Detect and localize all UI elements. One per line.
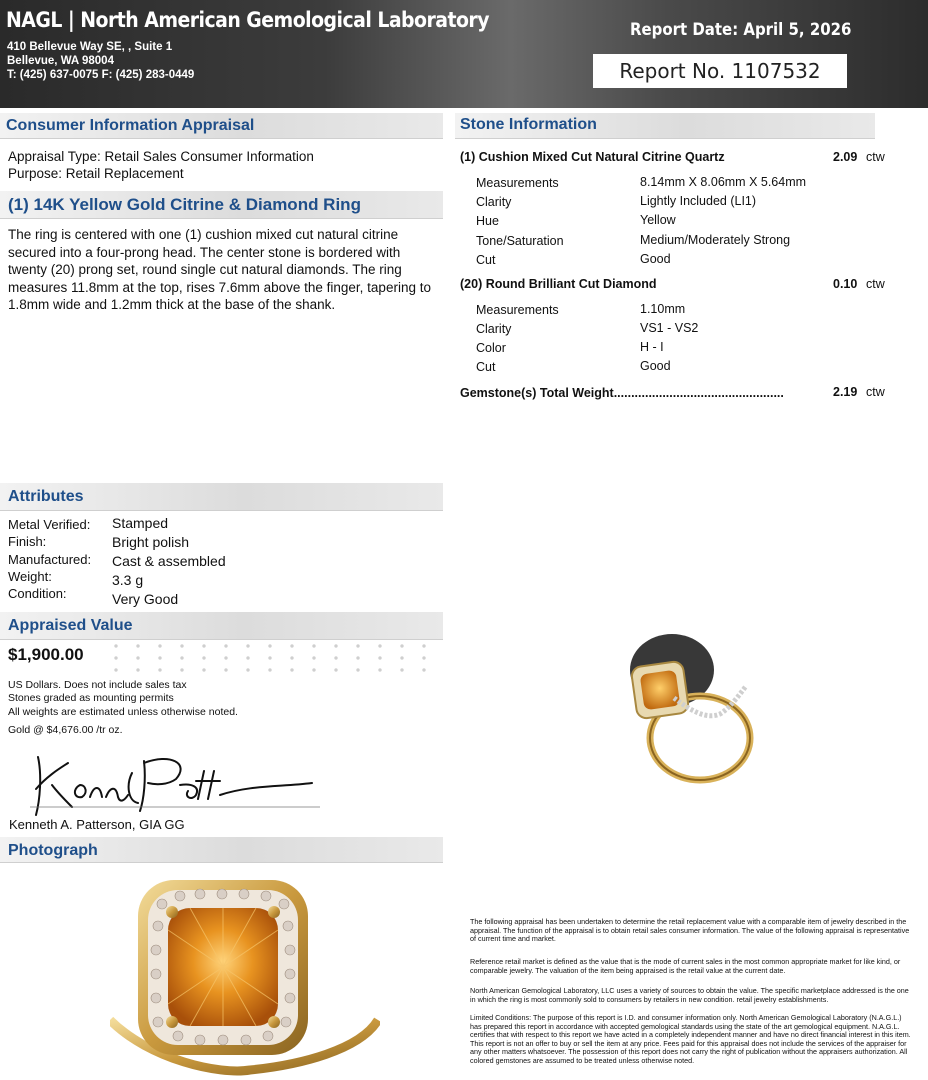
stone1-value: Good	[640, 252, 671, 266]
stone1-name: (1) Cushion Mixed Cut Natural Citrine Quartz	[460, 150, 725, 164]
item-description: The ring is centered with one (1) cushion mixed cut natural citrine secured into a four-prong head. The center stone is bordered with twenty (20) prong set, round single cut natural diamonds. The ring measures 11.8mm at the top, rises 7.6mm above the finger, tapering to 1.8mm wide and 1.2mm thick at the base of the shank.	[8, 227, 431, 313]
ring-side-photo	[610, 620, 770, 790]
stone2-unit: ctw	[866, 277, 885, 291]
total-weight-label: Gemstone(s) Total Weight.................................................	[460, 386, 784, 400]
diamond-pattern-strip	[105, 640, 443, 676]
attribute-value: Stamped	[112, 515, 169, 531]
stone-section-title: Stone Information	[460, 116, 597, 133]
photo-section-title: Photograph	[8, 842, 98, 859]
stone1-value: Yellow	[640, 213, 676, 227]
stone1-label: Clarity	[476, 195, 512, 209]
value-note: US Dollars. Does not include sales tax	[8, 679, 187, 691]
appraisal-purpose: Purpose: Retail Replacement	[8, 166, 184, 181]
stone1-label: Tone/Saturation	[476, 234, 564, 248]
attributes-section-title: Attributes	[8, 488, 84, 505]
stone1-value: 8.14mm X 8.06mm X 5.64mm	[640, 175, 807, 189]
stone2-name: (20) Round Brilliant Cut Diamond	[460, 277, 657, 291]
report-header	[0, 0, 928, 108]
attribute-label: Weight:	[8, 569, 52, 584]
report-number: Report No. 1107532	[593, 54, 847, 88]
attribute-value: Very Good	[112, 591, 179, 607]
attribute-label: Metal Verified:	[8, 517, 91, 532]
report-date: Report Date: April 5, 2026	[630, 20, 852, 40]
disclaimer-paragraph: Limited Conditions: The purpose of this report is I.D. and consumer information only. North American Gemological Laboratory (N.A.G.L.) has prepared this report in accordance with accepted gemological standards using the state of the art gemological equipment. N.A.G.L. certifies that with respect to this report we have acted in a completely independent manner and have no direct financial interest in this item. This report is not an offer to buy or sell the item at any price. Fees paid for this appraisal does not include the services of the appraiser for any other matters whatsoever. The possession of this report does not carry the right of publication without the appraisers authorization. All colored gemstones are assumed to be treated unless otherwise noted.	[470, 1014, 911, 1065]
appraiser-signature	[20, 745, 320, 825]
stone2-label: Clarity	[476, 322, 512, 336]
attribute-value: Bright polish	[112, 534, 190, 550]
stone2-label: Color	[476, 341, 506, 355]
stone2-value: Good	[640, 359, 671, 373]
stone1-value: Medium/Moderately Strong	[640, 233, 791, 247]
attribute-value: 3.3 g	[112, 572, 144, 588]
appraiser-name: Kenneth A. Patterson, GIA GG	[9, 817, 185, 832]
item-title: (1) 14K Yellow Gold Citrine & Diamond Ring	[8, 195, 361, 214]
total-weight-unit: ctw	[866, 385, 885, 399]
disclaimer-paragraph: The following appraisal has been undertaken to determine the retail replacement value with a comparable item of jewelry described in the appraisal. The function of the appraisal is to obtain retail sales consumer information. The value of the following appraisal is representative of current time and market.	[470, 917, 910, 944]
stone1-value: Lightly Included (LI1)	[640, 194, 757, 208]
stone2-value: VS1 - VS2	[640, 321, 699, 335]
value-note: Stones graded as mounting permits	[8, 692, 174, 704]
appraisal-type: Appraisal Type: Retail Sales Consumer Information	[8, 149, 314, 164]
attribute-label: Manufactured:	[8, 552, 92, 567]
stone1-label: Hue	[476, 214, 499, 228]
stone1-label: Cut	[476, 253, 496, 267]
ring-top-photo	[110, 870, 380, 1080]
attribute-value: Cast & assembled	[112, 553, 226, 569]
stone2-value: 1.10mm	[640, 302, 686, 316]
stone2-value: H - I	[640, 340, 664, 354]
stone1-unit: ctw	[866, 150, 885, 164]
address-line-2: Bellevue, WA 98004	[7, 55, 114, 67]
stone2-weight: 0.10	[833, 277, 858, 291]
total-weight: 2.19	[833, 385, 858, 399]
consumer-section-title: Consumer Information Appraisal	[6, 117, 255, 134]
attribute-label: Finish:	[8, 534, 47, 549]
disclaimer-paragraph: North American Gemological Laboratory, LLC uses a variety of sources to obtain the value. The specific marketplace addressed is the one in which the ring is most commonly sold to consumers by retailers in new condition. retail jewelry establishments.	[470, 986, 909, 1004]
phone-line: T: (425) 637-0075 F: (425) 283-0449	[7, 69, 195, 81]
attribute-label: Condition:	[8, 586, 67, 601]
stone1-label: Measurements	[476, 176, 559, 190]
stone2-label: Measurements	[476, 303, 559, 317]
lab-name: NAGL | North American Gemological Laboratory	[6, 8, 489, 32]
value-note: All weights are estimated unless otherwise noted.	[8, 706, 238, 718]
lab-address	[7, 40, 194, 82]
stone1-weight: 2.09	[833, 150, 858, 164]
gold-price: Gold @ $4,676.00 /tr oz.	[8, 724, 123, 736]
value-section-title: Appraised Value	[8, 617, 133, 634]
disclaimer-paragraph: Reference retail market is defined as the value that is the mode of current sales in the most common appropriate market for like kind, or comparable jewelry. The valuation of the item being appraised is the retail value at the current date.	[470, 957, 901, 975]
stone2-label: Cut	[476, 360, 496, 374]
address-line-1: 410 Bellevue Way SE, , Suite 1	[7, 41, 173, 53]
appraised-amount: $1,900.00	[8, 645, 84, 664]
